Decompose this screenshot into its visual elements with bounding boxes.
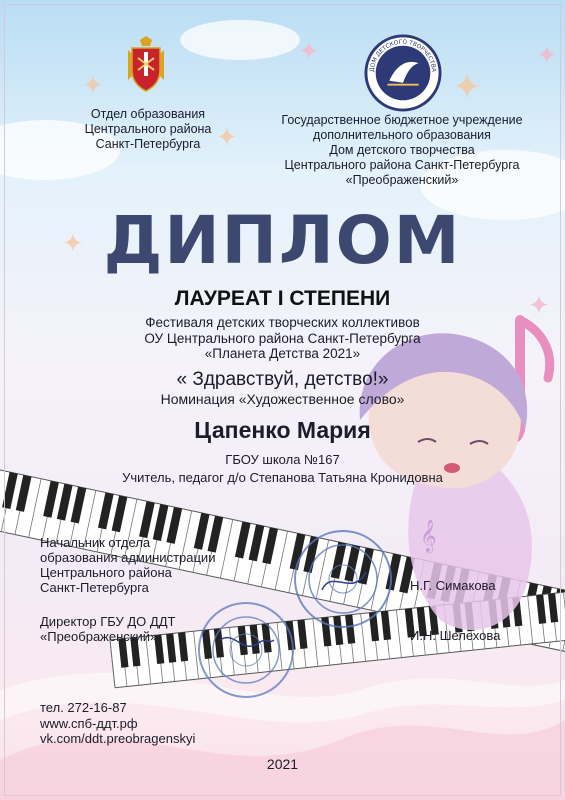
signatory-title-line: «Преображенский» (40, 629, 158, 644)
festival-line: «Планета Детства 2021» (204, 346, 361, 361)
phone: тел. 272-16-87 (40, 700, 127, 715)
org-right-line: «Преображенский» (345, 173, 459, 187)
website-link[interactable]: www.спб-ддт.рф (40, 715, 138, 731)
festival-line: Фестиваля детских творческих коллективов (145, 315, 420, 330)
svg-text:𝄞: 𝄞 (420, 519, 437, 552)
star-decoration: ✦ (62, 228, 84, 258)
signatory-1-name: Н.Г. Симакова (410, 578, 496, 593)
org-left-line: Отдел образования (90, 107, 206, 121)
signatory-title-line: Директор ГБУ ДО ДДТ (40, 614, 176, 629)
festival-block (0, 315, 565, 362)
degree-heading: ЛАУРЕАТ I СТЕПЕНИ (174, 287, 391, 310)
logo-bottom-text: ПРЕОБРАЖЕНСКИЙ (376, 81, 430, 100)
star-decoration: ✦ (452, 66, 483, 107)
recipient-name: Цапенко Мария (194, 417, 371, 443)
org-left-block (64, 107, 232, 152)
star-decoration: ✦ (82, 70, 104, 100)
festival-line: ОУ Центрального района Санкт-Петербурга (144, 330, 421, 346)
signatory-2-title (40, 614, 260, 644)
signatory-title-line: Начальник отдела (40, 535, 151, 550)
stamp-icon (292, 528, 394, 630)
diploma-title: ДИПЛОМ (103, 202, 462, 279)
star-decoration: ✦ (298, 36, 320, 66)
ddt-logo-icon (364, 34, 442, 112)
logo-top-text: ДОМ ДЕТСКОГО ТВОРЧЕСТВА (369, 39, 437, 73)
org-right-block (262, 113, 542, 188)
org-right-line: Государственное бюджетное учреждение (281, 113, 523, 127)
school: ГБОУ школа №167 (225, 452, 340, 467)
vk-link[interactable]: vk.com/ddt.preobragenskyi (40, 731, 196, 746)
signatory-2-name: И.Н. Шелехова (410, 628, 501, 643)
org-right-line: дополнительного образования (313, 128, 491, 142)
signatory-title-line: Санкт-Петербурга (40, 580, 149, 595)
star-decoration: ✦ (528, 290, 550, 320)
signatory-title-line: Центрального района (40, 565, 172, 580)
star-decoration: ✦ (536, 40, 558, 70)
contacts-block (40, 700, 195, 747)
coat-of-arms-icon (126, 36, 166, 92)
org-right-line: Центрального района Санкт-Петербурга (284, 158, 520, 172)
nomination: Номинация «Художественное слово» (160, 391, 405, 407)
signatory-1-title (40, 535, 260, 595)
org-left-line: Центрального района (84, 122, 212, 136)
org-left-line: Санкт-Петербурга (95, 137, 201, 151)
year: 2021 (266, 756, 299, 772)
signatory-title-line: образования администрации (40, 550, 216, 565)
org-right-line: Дом детского творчества (329, 143, 475, 157)
slogan: « Здравствуй, детство!» (176, 369, 389, 390)
teacher: Учитель, педагог д/о Степанова Татьяна Кронидовна (122, 470, 443, 485)
star-decoration: ✦ (216, 122, 238, 152)
